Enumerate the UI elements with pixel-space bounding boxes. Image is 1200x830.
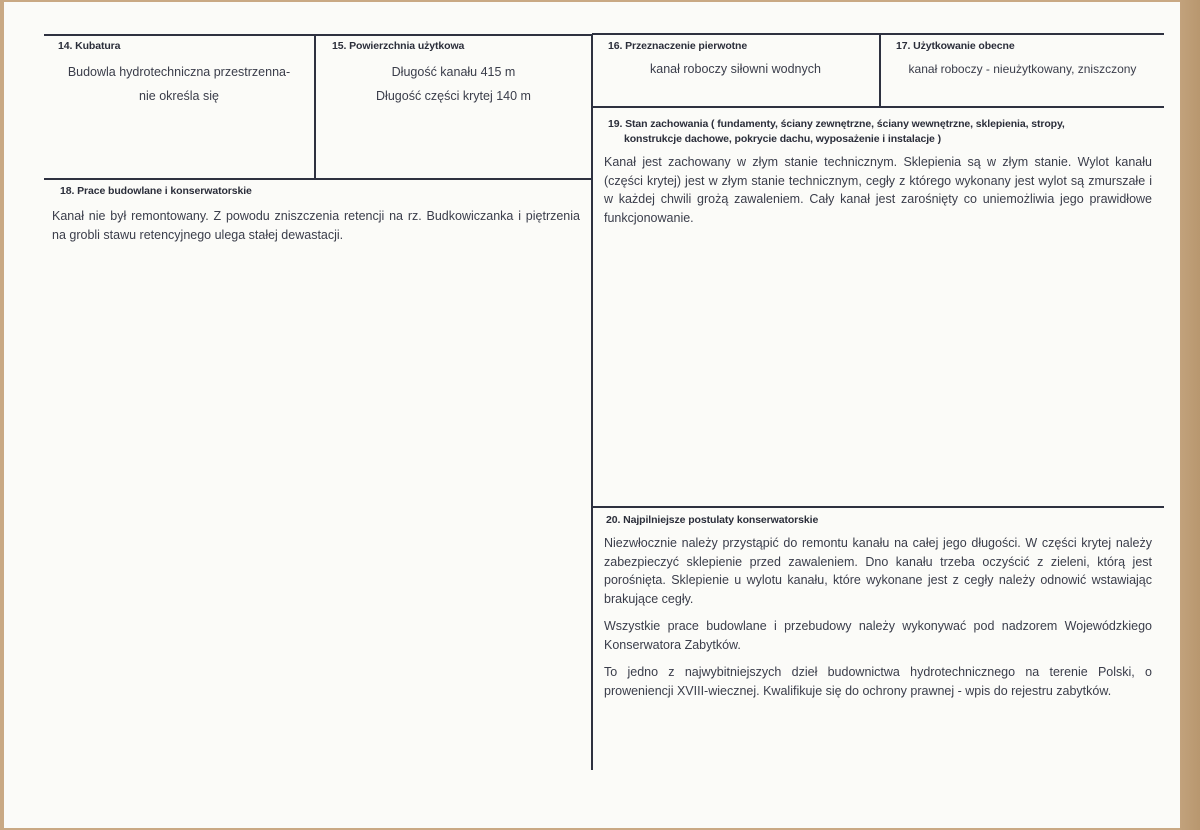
section-19-text: Kanał jest zachowany w złym stanie technicznym. Sklepienia są w złym stanie. Wylot kanału (części krytej) jest w złym stanie technicznym, cegły z którego wykonany jest wylot są zmurszałe i w każdej chwili grożą zawaleniem. Cały kanał jest zarośnięty co uniemożliwia jego prawidłowe funkcjonowanie. bbox=[604, 155, 1152, 225]
card-edge bbox=[1180, 0, 1200, 830]
section-20-content bbox=[604, 534, 1152, 709]
section-20-heading: 20. Najpilniejsze postulaty konserwatorskie bbox=[606, 514, 819, 526]
section-18-heading: 18. Prace budowlane i konserwatorskie bbox=[60, 185, 252, 197]
section-15-line-2: Długość części krytej 140 m bbox=[376, 89, 531, 103]
section-18-text: Kanał nie był remontowany. Z powodu zniszczenia retencji na rz. Budkowiczanka i piętrzenia na grobli stawu retencyjnego ulega stałej dewastacji. bbox=[52, 209, 580, 242]
section-17-heading: 17. Użytkowanie obecne bbox=[896, 40, 1015, 52]
section-20-paragraph-3: To jedno z najwybitniejszych dzieł budownictwa hydrotechnicznego na terenie Polski, o proweniencji XVIII-wiecznej. Kwalifikuje się do ochrony prawnej - wpis do rejestru zabytków. bbox=[604, 665, 1152, 698]
section-15-line-1: Długość kanału 415 m bbox=[391, 65, 516, 79]
section-15-content bbox=[316, 60, 591, 108]
top-border-right bbox=[592, 33, 1164, 35]
section-19-heading-line-1: 19. Stan zachowania ( fundamenty, ściany zewnętrzne, ściany wewnętrzne, sklepienia, stropy, bbox=[608, 118, 1065, 130]
divider-19-20 bbox=[592, 506, 1164, 508]
section-20-paragraph-1: Niezwłocznie należy przystąpić do remontu kanału na całej jego długości. W części krytej należy zabezpieczyć sklepienie przed zawaleniem. Dno kanału trzeba oczyścić z zieleni, którą jest porośnięta. Sklepienie u wylotu kanału, które wykonane jest z cegły należy odnowić wstawiając brakujące cegły. bbox=[604, 536, 1152, 606]
section-20-paragraph-2: Wszystkie prace budowlane i przebudowy należy wykonywać pod nadzorem Wojewódzkiego Konserwatora Zabytków. bbox=[604, 619, 1152, 652]
section-16-heading: 16. Przeznaczenie pierwotne bbox=[608, 40, 748, 52]
section-17-text: kanał roboczy - nieużytkowany, zniszczony bbox=[908, 62, 1137, 76]
top-border-left bbox=[44, 34, 592, 36]
section-14-heading: 14. Kubatura bbox=[58, 40, 121, 52]
divider-15-18 bbox=[44, 178, 592, 180]
section-16-text: kanał roboczy siłowni wodnych bbox=[650, 62, 821, 76]
divider-16-19 bbox=[592, 106, 1164, 108]
section-15-heading: 15. Powierzchnia użytkowa bbox=[332, 40, 465, 52]
section-14-line-1: Budowla hydrotechniczna przestrzenna- bbox=[67, 65, 291, 79]
section-14-line-2: nie określa się bbox=[139, 89, 219, 103]
section-19-heading-line-2: konstrukcje dachowe, pokrycie dachu, wyposażenie i instalacje ) bbox=[624, 133, 941, 145]
section-14-content bbox=[44, 60, 314, 108]
divider-main bbox=[591, 34, 593, 770]
